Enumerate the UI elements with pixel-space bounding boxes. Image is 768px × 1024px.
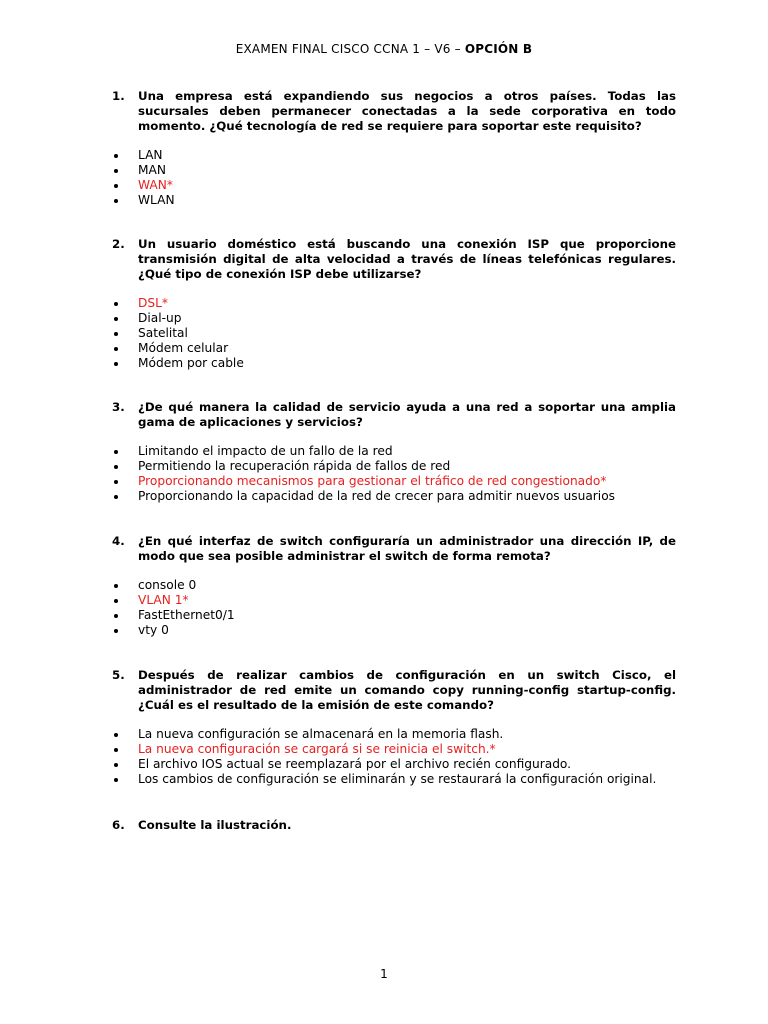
bullet-icon: [114, 169, 118, 173]
bullet-icon: [114, 302, 118, 306]
answer-option-correct: Proporcionando mecanismos para gestionar el tráfico de red congestionado*: [112, 474, 676, 489]
answer-list: [112, 578, 676, 638]
bullet-icon: [114, 629, 118, 633]
question-text: Consulte la ilustración.: [138, 818, 292, 832]
question-text: Después de realizar cambios de configuración en un switch Cisco, el administrador de red emite un comando copy running-config startup-config. ¿Cuál es el resultado de la emisión de este comando?: [138, 668, 676, 712]
bullet-icon: [114, 450, 118, 454]
bullet-icon: [114, 763, 118, 767]
answer-option-correct: DSL*: [112, 296, 676, 311]
answer-list: [112, 148, 676, 208]
answer-option-correct: WAN*: [112, 178, 676, 193]
answer-option: vty 0: [112, 623, 676, 638]
bullet-icon: [114, 599, 118, 603]
question-number: 5.: [112, 668, 125, 682]
bullet-icon: [114, 495, 118, 499]
answer-option: LAN: [112, 148, 676, 163]
question-6: [112, 818, 676, 833]
answer-option: Limitando el impacto de un fallo de la red: [112, 444, 676, 459]
bullet-icon: [114, 317, 118, 321]
bullet-icon: [114, 584, 118, 588]
bullet-icon: [114, 184, 118, 188]
answer-option: Permitiendo la recuperación rápida de fallos de red: [112, 459, 676, 474]
answer-option: Proporcionando la capacidad de la red de crecer para admitir nuevos usuarios: [112, 489, 676, 504]
question-5: [112, 668, 676, 787]
page-number: 1: [380, 967, 388, 981]
answer-option: Módem celular: [112, 341, 676, 356]
question-3: [112, 400, 676, 504]
page-header: [0, 42, 768, 56]
question-number: 3.: [112, 400, 125, 414]
question-number: 2.: [112, 237, 125, 251]
question-text: ¿En qué interfaz de switch configuraría un administrador una dirección IP, de modo que sea posible administrar el switch de forma remota?: [138, 534, 676, 563]
answer-option: La nueva configuración se almacenará en la memoria flash.: [112, 727, 676, 742]
bullet-icon: [114, 362, 118, 366]
question-1: [112, 89, 676, 208]
question-text: Un usuario doméstico está buscando una conexión ISP que proporcione transmisión digital de alta velocidad a través de líneas telefónicas regulares. ¿Qué tipo de conexión ISP debe utilizarse?: [138, 237, 676, 281]
answer-option: WLAN: [112, 193, 676, 208]
bullet-icon: [114, 465, 118, 469]
answer-option: FastEthernet0/1: [112, 608, 676, 623]
bullet-icon: [114, 748, 118, 752]
answer-list: [112, 296, 676, 371]
answer-option: Los cambios de configuración se eliminarán y se restaurará la configuración original.: [112, 772, 676, 787]
question-4: [112, 534, 676, 638]
bullet-icon: [114, 778, 118, 782]
question-text: Una empresa está expandiendo sus negocios a otros países. Todas las sucursales deben permanecer conectadas a la sede corporativa en todo momento. ¿Qué tecnología de red se requiere para soportar este requisito?: [138, 89, 676, 133]
question-2: [112, 237, 676, 371]
answer-option: Módem por cable: [112, 356, 676, 371]
question-number: 6.: [112, 818, 125, 832]
bullet-icon: [114, 347, 118, 351]
header-option: OPCIÓN B: [464, 42, 533, 56]
bullet-icon: [114, 154, 118, 158]
answer-option-correct: La nueva configuración se cargará si se reinicia el switch.*: [112, 742, 676, 757]
answer-option: console 0: [112, 578, 676, 593]
answer-list: [112, 727, 676, 787]
answer-option: Satelital: [112, 326, 676, 341]
answer-option-correct: VLAN 1*: [112, 593, 676, 608]
answer-list: [112, 444, 676, 504]
bullet-icon: [114, 733, 118, 737]
answer-option: Dial-up: [112, 311, 676, 326]
answer-option: MAN: [112, 163, 676, 178]
question-text: ¿De qué manera la calidad de servicio ayuda a una red a soportar una amplia gama de aplicaciones y servicios?: [138, 400, 676, 429]
answer-option: El archivo IOS actual se reemplazará por el archivo recién configurado.: [112, 757, 676, 772]
header-title: EXAMEN FINAL CISCO CCNA 1 – V6 –: [235, 42, 465, 56]
bullet-icon: [114, 199, 118, 203]
bullet-icon: [114, 480, 118, 484]
bullet-icon: [114, 614, 118, 618]
question-number: 1.: [112, 89, 125, 103]
question-number: 4.: [112, 534, 125, 548]
bullet-icon: [114, 332, 118, 336]
